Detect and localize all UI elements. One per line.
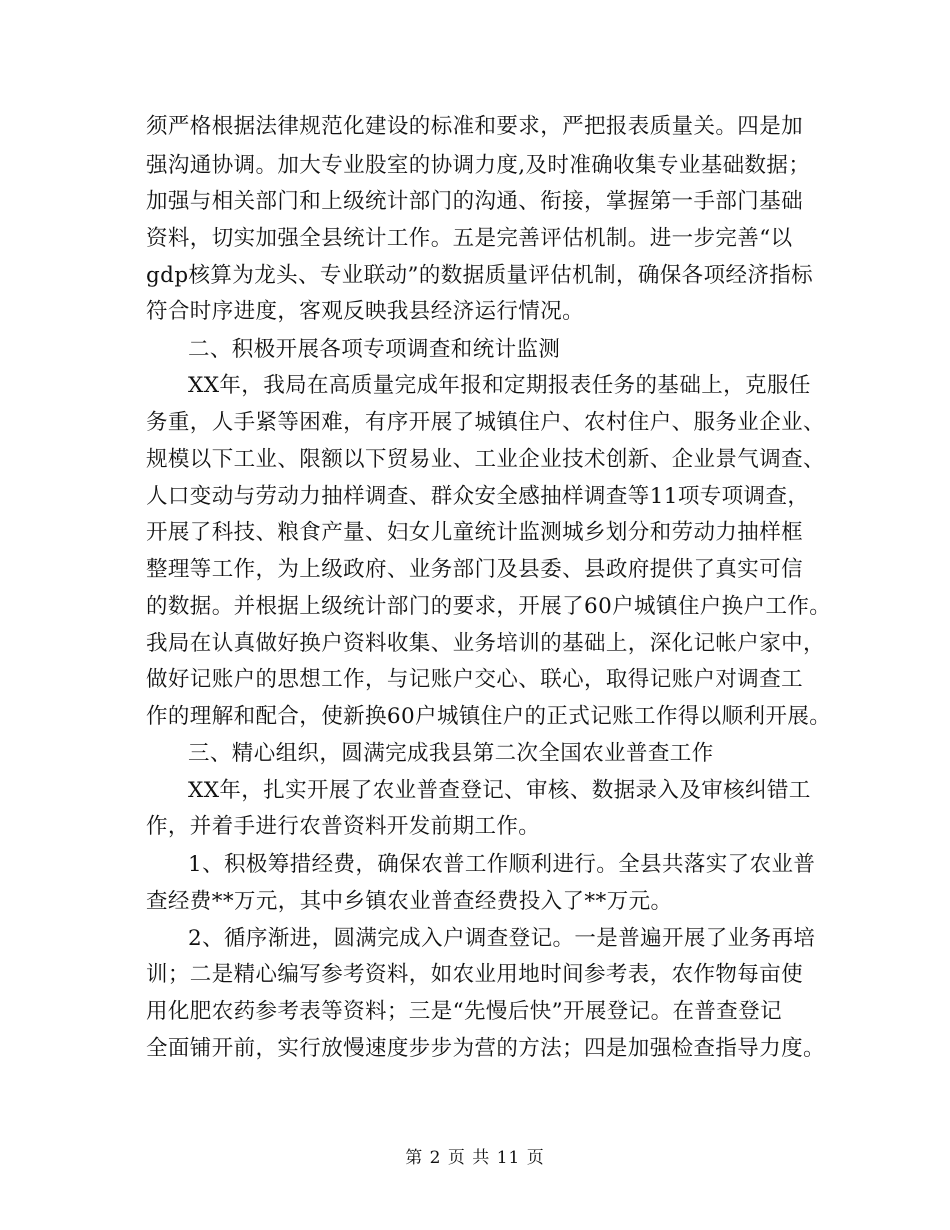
text-line: 加强与相关部门和上级统计部门的沟通、衔接，掌握第一手部门基础 — [146, 189, 804, 214]
text-line: 1、积极筹措经费，确保农普工作顺利进行。全县共落实了农业普 — [188, 852, 816, 877]
text-line: 务重，人手紧等困难，有序开展了城镇住户、农村住户、服务业企业、 — [146, 410, 825, 435]
text-line: 作，并着手进行农普资料开发前期工作。 — [146, 814, 541, 839]
text-line: 符合时序进度，客观反映我县经济运行情况。 — [146, 299, 585, 324]
text-line: 资料，切实加强全县统计工作。五是完善评估机制。进一步完善“以 — [146, 226, 793, 251]
text-line: 做好记账户的思想工作，与记账户交心、联心，取得记账户对调查工 — [146, 667, 804, 692]
text-line: 的数据。并根据上级统计部门的要求，开展了60户城镇住户换户工作。 — [146, 594, 832, 619]
text-line: 用化肥农药参考表等资料；三是“先慢后快”开展登记。在普查登记 — [146, 999, 782, 1024]
text-line: 2、循序渐进，圆满完成入户调查登记。一是普遍开展了业务再培 — [188, 926, 816, 951]
text-line: XX年，我局在高质量完成年报和定期报表任务的基础上，克服任 — [188, 373, 811, 398]
section-heading: 三、精心组织，圆满完成我县第二次全国农业普查工作 — [188, 741, 714, 766]
text-line: 全面铺开前，实行放慢速度步步为营的方法；四是加强检查指导力度。 — [146, 1036, 825, 1061]
text-line: XX年，扎实开展了农业普查登记、审核、数据录入及审核纠错工 — [188, 778, 811, 803]
text-line: 作的理解和配合，使新换60户城镇住户的正式记账工作得以顺利开展。 — [146, 704, 832, 729]
text-line: gdp核算为龙头、专业联动”的数据质量评估机制，确保各项经济指标 — [146, 263, 814, 288]
page-number-footer: 第 2 页 共 11 页 — [405, 1148, 545, 1168]
text-line: 训；二是精心编写参考资料，如农业用地时间参考表，农作物每亩使 — [146, 962, 804, 987]
text-line: 我局在认真做好换户资料收集、业务培训的基础上，深化记帐户家中， — [146, 631, 825, 656]
text-line: 规模以下工业、限额以下贸易业、工业企业技术创新、企业景气调查、 — [146, 447, 825, 472]
text-line: 整理等工作，为上级政府、业务部门及县委、县政府提供了真实可信 — [146, 557, 804, 582]
text-line: 人口变动与劳动力抽样调查、群众安全感抽样调查等11项专项调查， — [146, 484, 810, 509]
text-line: 须严格根据法律规范化建设的标准和要求，严把报表质量关。四是加 — [146, 114, 804, 139]
text-line: 强沟通协调。加大专业股室的协调力度,及时准确收集专业基础数据； — [146, 153, 811, 178]
text-line: 开展了科技、粮食产量、妇女儿童统计监测城乡划分和劳动力抽样框 — [146, 520, 804, 545]
text-line: 查经费**万元，其中乡镇农业普查经费投入了**万元。 — [146, 889, 673, 914]
section-heading: 二、积极开展各项专项调查和统计监测 — [188, 337, 561, 362]
